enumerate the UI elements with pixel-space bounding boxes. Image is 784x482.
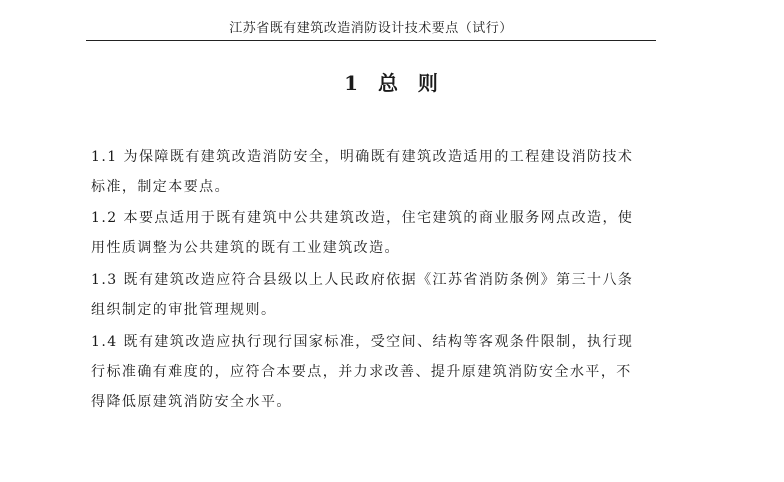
clause-line: 1.3 既有建筑改造应符合县级以上人民政府依据《江苏省消防条例》第三十八条 <box>91 272 634 288</box>
clause-1-2 <box>91 203 661 263</box>
running-header <box>86 18 656 41</box>
clause-line: 行标准确有难度的，应符合本要点，并力求改善、提升原建筑消防安全水平，不 <box>91 364 632 380</box>
clause-1-1 <box>91 142 661 202</box>
clause-line: 标准，制定本要点。 <box>91 179 231 195</box>
clause-line: 用性质调整为公共建筑的既有工业建筑改造。 <box>91 240 400 256</box>
clause-1-4 <box>91 327 661 417</box>
chapter-title: 1 总 则 <box>344 71 440 95</box>
clause-1-3 <box>91 265 661 325</box>
clause-line: 1.2 本要点适用于既有建筑中公共建筑改造，住宅建筑的商业服务网点改造，使 <box>91 210 634 226</box>
clause-line: 1.4 既有建筑改造应执行现行国家标准，受空间、结构等客观条件限制，执行现 <box>91 334 634 350</box>
clause-line: 组织制定的审批管理规则。 <box>91 302 277 318</box>
clause-line: 得降低原建筑消防安全水平。 <box>91 394 292 410</box>
running-header-title: 江苏省既有建筑改造消防设计技术要点（试行） <box>229 21 513 36</box>
clause-line: 1.1 为保障既有建筑改造消防安全，明确既有建筑改造适用的工程建设消防技术 <box>91 149 634 165</box>
